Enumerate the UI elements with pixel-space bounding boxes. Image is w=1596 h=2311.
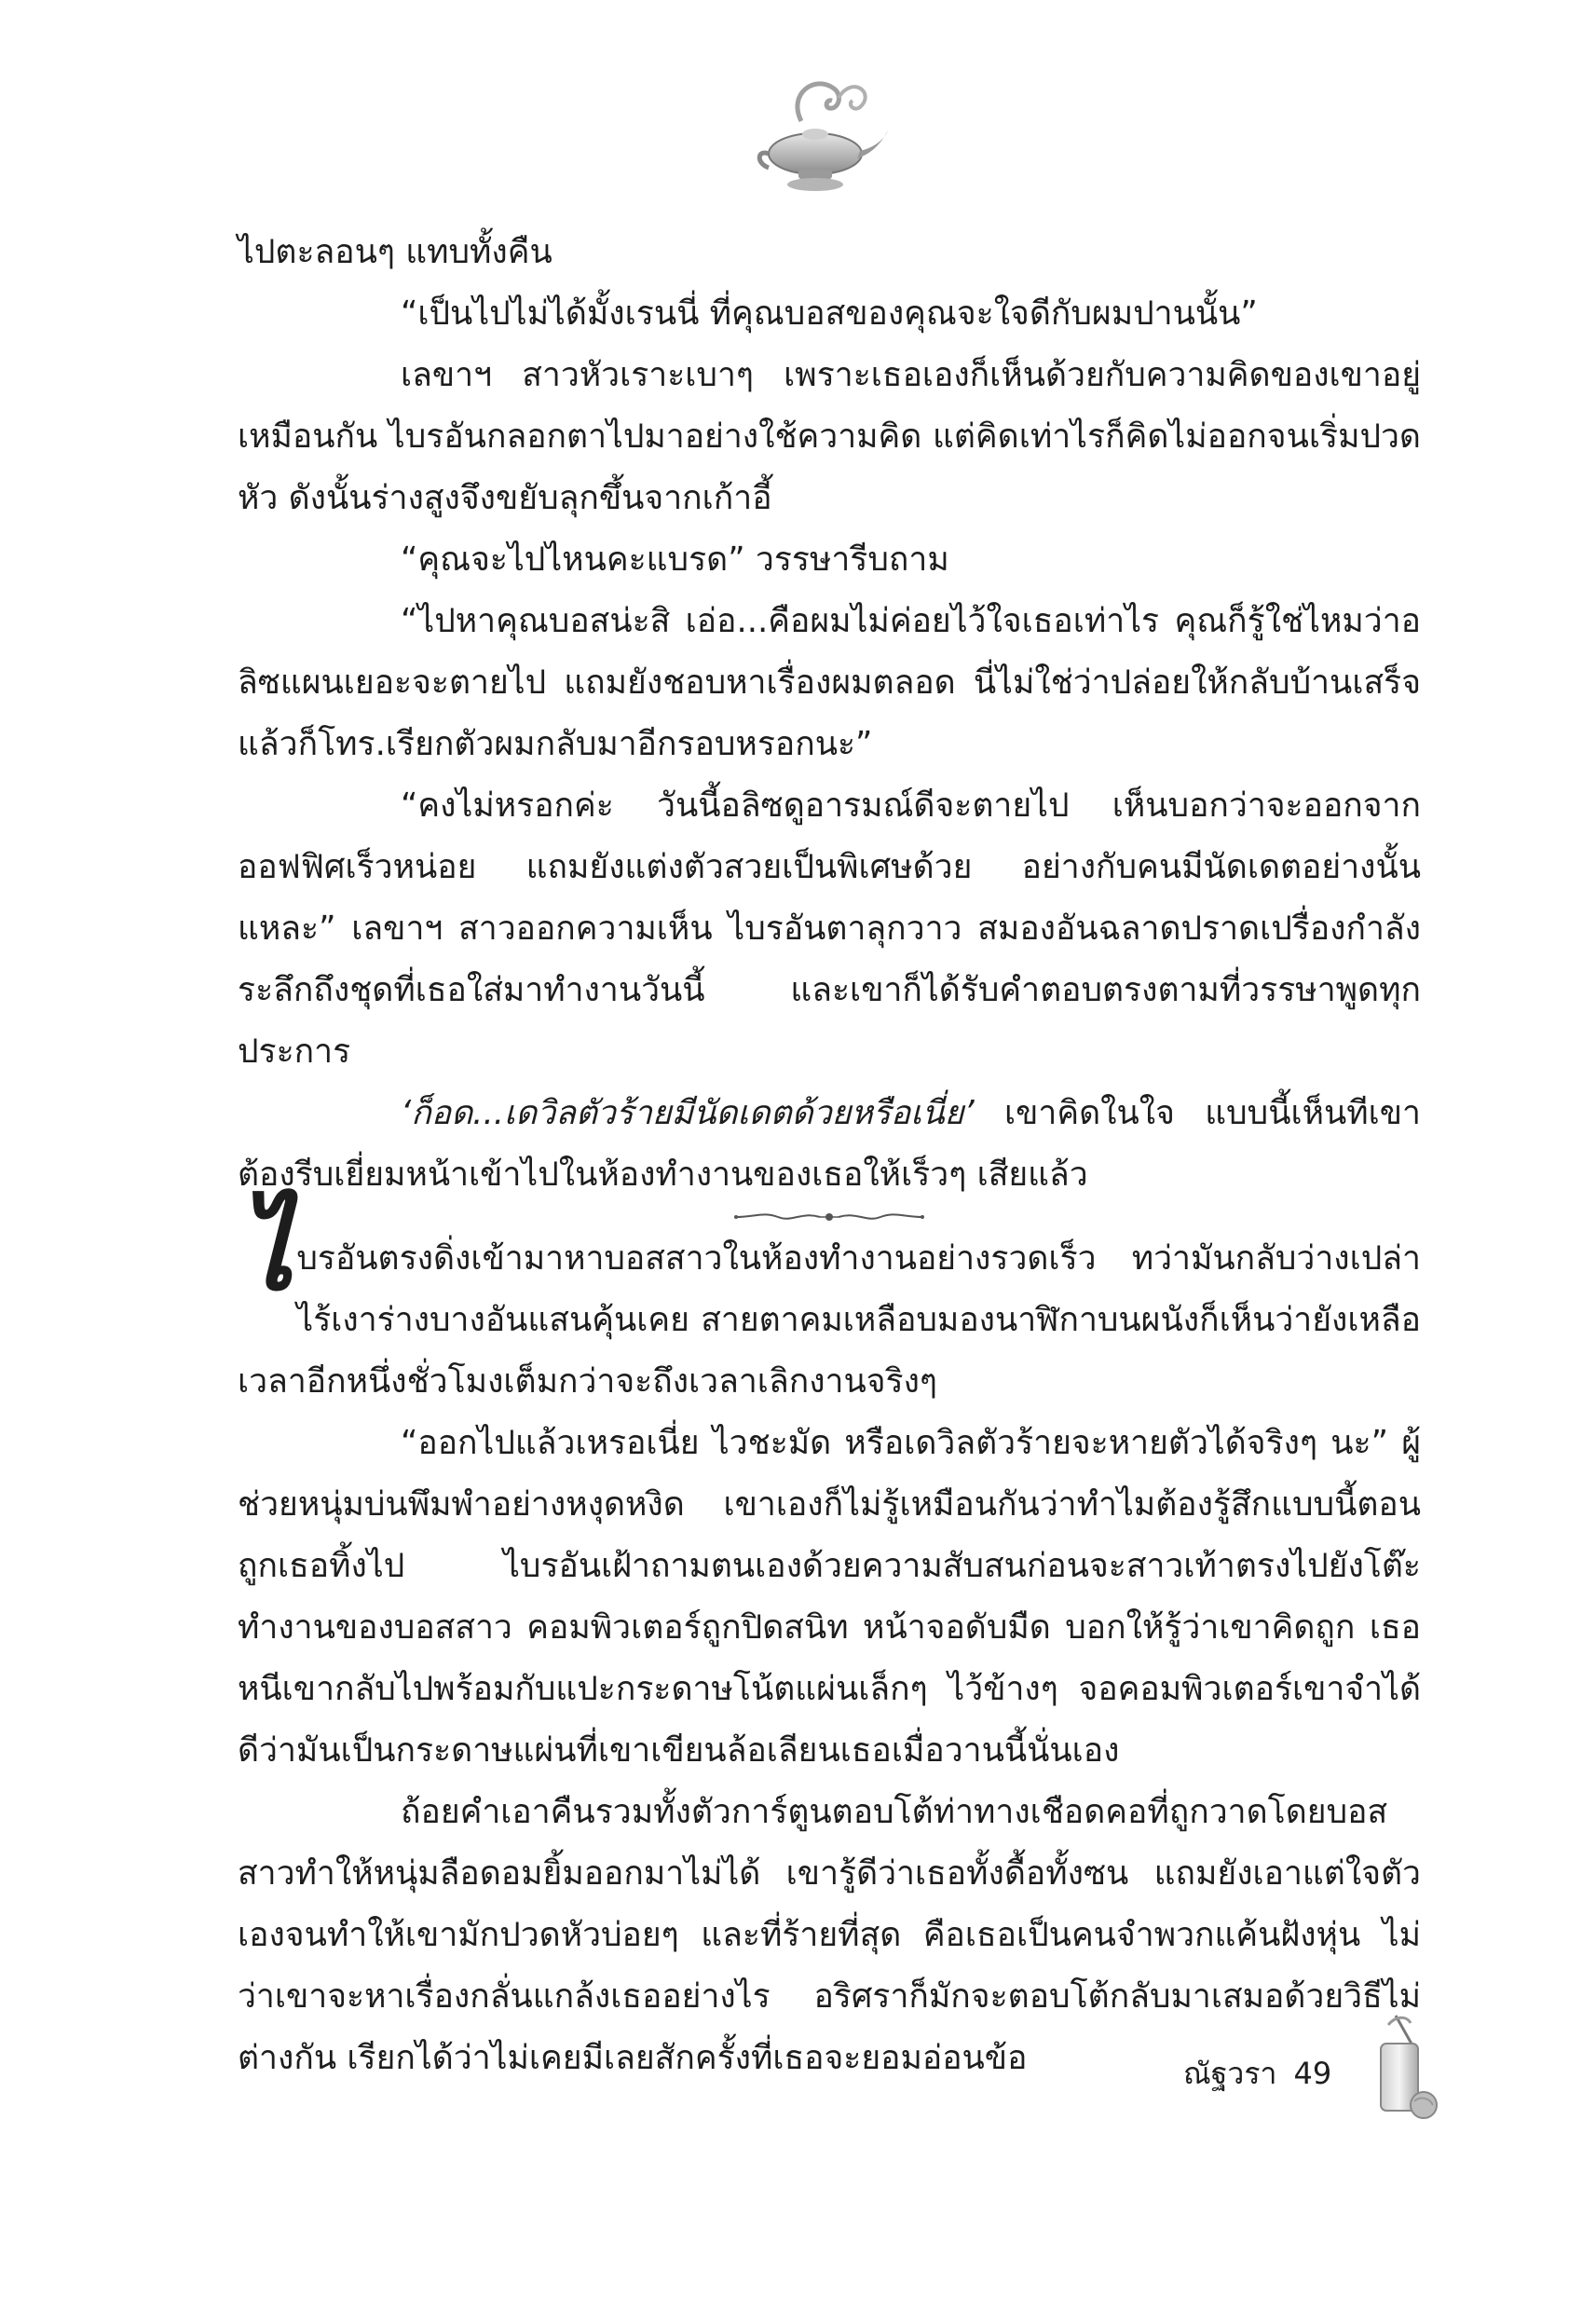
paragraph: “ออกไปแล้วเหรอเนี่ย ไวชะมัด หรือเดวิลตัวร้ายจะหายตัวได้จริงๆ นะ” ผู้ช่วยหนุ่มบ่นพึมพำอย่างหงุดหงิด เขาเองก็ไม่รู้เหมือนกันว่าทำไมต้องรู้สึกแบบนี้ตอนถูกเธอทิ้งไป ไบรอันเฝ้าถามตนเองด้วยความสับสนก่อนจะสาวเท้าตรงไปยังโต๊ะทำงานของบอสสาว คอมพิวเตอร์ถูกปิดสนิท หน้าจอดับมืด บอกให้รู้ว่าเขาคิดถูก เธอหนีเขากลับไปพร้อมกับแปะกระดาษโน้ตแผ่นเล็กๆ ไว้ข้างๆ จอคอมพิวเตอร์เขาจำได้ดีว่ามันเป็นกระดาษแผ่นที่เขาเขียนล้อเลียนเธอเมื่อวานนี้นั่นเอง — [238, 1424, 1421, 1770]
paragraph: “คงไม่หรอกค่ะ วันนี้อลิซดูอารมณ์ดีจะตายไป เห็นบอกว่าจะออกจากออฟฟิศเร็วหน่อย แถมยังแต่งตัวสวยเป็นพิเศษด้วย อย่างกับคนมีนัดเดตอย่างนั้นแหละ” เลขาฯ สาวออกความเห็น ไบรอันตาลุกวาว สมองอันฉลาดปราดเปรื่องกำลังระลึกถึงชุดที่เธอใส่มาทำงานวันนี้ และเขาก็ได้รับคำตอบตรงตามที่วรรษาพูดทุกประการ — [238, 786, 1421, 1071]
italic-thought: ‘ก็อด...เดวิลตัวร้ายมีนัดเดตด้วยหรือเนี่ย’ — [401, 1094, 975, 1132]
page-footer — [1183, 2050, 1331, 2098]
body-text — [238, 222, 1421, 2089]
author-name: ณัฐวรา — [1183, 2056, 1277, 2091]
paragraph: เลขาฯ สาวหัวเราะเบาๆ เพราะเธอเองก็เห็นด้วยกับความคิดของเขาอยู่เหมือนกัน ไบรอันกลอกตาไปมาอย่างใช้ความคิด แต่คิดเท่าไรก็คิดไม่ออกจนเริ่มปวดหัว ดังนั้นร่างสูงจึงขยับลุกขึ้นจากเก้าอี้ — [238, 356, 1421, 517]
cocktail-glass-icon — [1368, 2008, 1442, 2120]
paragraph: “ไปหาคุณบอสน่ะสิ เอ่อ...คือผมไม่ค่อยไว้ใจเธอเท่าไร คุณก็รู้ใช่ไหมว่าอลิซแผนเยอะจะตายไป แถมยังชอบหาเรื่องผมตลอด นี่ไม่ใช่ว่าปล่อยให้กลับบ้านเสร็จแล้วก็โทร.เรียกตัวผมกลับมาอีกรอบหรอกนะ” — [238, 602, 1421, 763]
page-number: 49 — [1293, 2056, 1332, 2091]
section-opening-text: บรอันตรงดิ่งเข้ามาหาบอสสาวในห้องทำงานอย่างรวดเร็ว ทว่ามันกลับว่างเปล่า ไร้เงาร่างบางอันแสนคุ้นเคย สายตาคมเหลือบมองนาฬิกาบนผนังก็เห็นว่ายังเหลือเวลาอีกหนึ่งชั่วโมงเต็มกว่าจะถึงเวลาเลิกงานจริงๆ — [238, 1239, 1421, 1401]
paragraph: “เป็นไปไม่ได้มั้งเรนนี่ ที่คุณบอสของคุณจะใจดีกับผมปานนั้น” — [401, 294, 1258, 333]
paragraph: ถ้อยคำเอาคืนรวมทั้งตัวการ์ตูนตอบโต้ท่าทางเชือดคอที่ถูกวาดโดยบอสสาวทำให้หนุ่มลือดอมยิ้มออกมาไม่ได้ เขารู้ดีว่าเธอทั้งดื้อทั้งซน แถมยังเอาแต่ใจตัวเองจนทำให้เขามักปวดหัวบ่อยๆ และที่ร้ายที่สุด คือเธอเป็นคนจำพวกแค้นฝังหุ่น ไม่ว่าเขาจะหาเรื่องกลั่นแกล้งเธออย่างไร อริศราก็มักจะตอบโต้กลับมาเสมอด้วยวิธีไม่ต่างกัน เรียกได้ว่าไม่เคยมีเลยสักครั้งที่เธอจะยอมอ่อนข้อ — [238, 1793, 1421, 2077]
flourish-divider-icon — [727, 1206, 932, 1228]
dropcap: ไ — [238, 1185, 293, 1315]
section-two — [238, 1185, 1421, 2089]
paragraph: “คุณจะไปไหนคะแบรด” วรรษารีบถาม — [401, 540, 949, 579]
paragraph — [238, 1185, 1421, 1413]
thought-continuation: เขาคิดในใจ แบบนี้เห็นทีเขาต้องรีบเยี่ยมหน้าเข้าไปในห้องทำงานของเธอให้เร็วๆ เสียแล้ว — [238, 1094, 1421, 1194]
genie-lamp-icon — [750, 65, 890, 205]
paragraph — [238, 1083, 1421, 1206]
paragraph: ไปตะลอนๆ แทบทั้งคืน — [238, 233, 552, 271]
